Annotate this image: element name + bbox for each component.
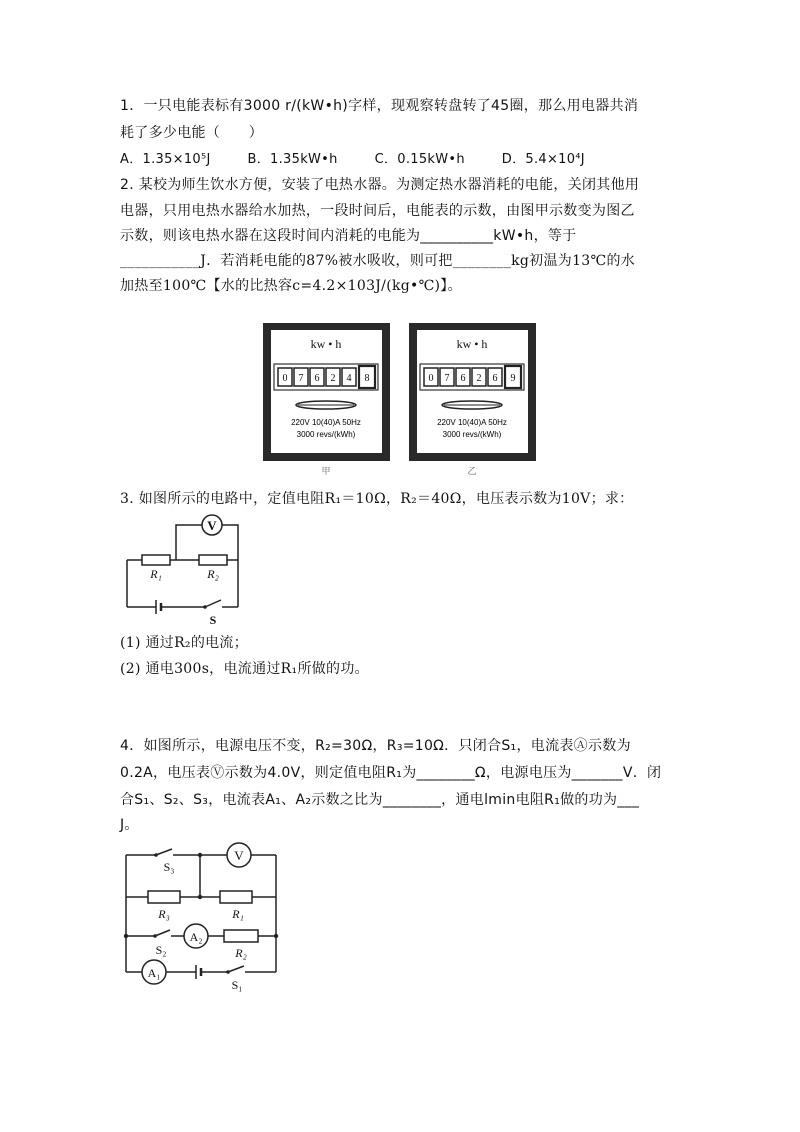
resistor-r1 <box>220 891 252 903</box>
meter-b-figure <box>408 322 538 482</box>
r1-label: R₁ <box>232 907 244 921</box>
svg-text:V: V <box>234 848 244 863</box>
switch-s-label: S <box>209 613 217 627</box>
meter-a-unit: kw • h <box>310 337 342 351</box>
meter-a-figure <box>262 322 392 482</box>
meter-b-unit: kw • h <box>456 337 488 351</box>
q1-option-d-letter: D． <box>501 152 526 167</box>
switch-s3-label: S₃ <box>163 860 175 874</box>
meter-b-rating: 220V 10(40)A 50Hz <box>437 418 507 427</box>
q1-option-c-letter: C． <box>374 152 398 167</box>
q1-option-a-letter: A． <box>120 152 143 167</box>
meter-a-digit: 2 <box>330 373 336 384</box>
r2-label: R₂ <box>235 946 247 960</box>
meter-b-digit: 6 <box>492 373 498 384</box>
switch-s3-icon <box>156 849 172 855</box>
r1-label: R₁ <box>150 567 162 581</box>
q4-circuit-diagram <box>120 842 285 992</box>
q1-option-b: 1.35kW•h <box>270 152 338 167</box>
resistor-r1 <box>142 555 170 565</box>
q1-option-b-letter: B． <box>247 152 271 167</box>
meter-b-digit: 2 <box>476 373 482 384</box>
q4-stem-line3: 合S₁、S₂、S₃，电流表A₁、A₂示数之比为________，通电lmin电阻R₁做的功为___ <box>120 792 640 808</box>
meter-a-digit: 6 <box>314 373 320 384</box>
switch-s2-label: S₂ <box>155 943 167 957</box>
meter-a-rating: 220V 10(40)A 50Hz <box>291 418 361 427</box>
meter-b-digit: 6 <box>460 373 466 384</box>
meter-b-digit: 9 <box>510 373 516 384</box>
switch-s1-label: S₁ <box>231 978 243 992</box>
meter-b-revs: 3000 revs/(kWh) <box>442 430 502 439</box>
q3-stem: 3. 如图所示的电路中，定值电阻R₁＝10Ω，R₂＝40Ω，电压表示数为10V；求： <box>120 491 634 507</box>
r3-label: R₃ <box>158 907 170 921</box>
svg-text:A₂: A₂ <box>189 930 203 944</box>
switch-s2-icon <box>155 930 170 936</box>
resistor-r2 <box>199 555 227 565</box>
q1-stem-line2: 耗了多少电能（ ） <box>120 125 263 141</box>
svg-text:A₁: A₁ <box>147 966 161 980</box>
q1-option-a: 1.35×10⁵J <box>142 152 211 167</box>
q2-stem-line2: 电器，只用电热水器给水加热，一段时间后，电能表的示数，由图甲示数变为图乙 <box>120 203 635 219</box>
meter-a-digit: 0 <box>282 373 288 384</box>
meter-a-revs: 3000 revs/(kWh) <box>296 430 356 439</box>
meter-b-caption: 乙 <box>467 467 477 477</box>
meter-b-digit: 0 <box>428 373 434 384</box>
meter-a-digit: 8 <box>364 373 370 384</box>
q1-stem-line1: 1．一只电能表标有3000 r/(kW•h)字样，现观察转盘转了45圈，那么用电器共消 <box>120 98 639 114</box>
meter-a-caption: 甲 <box>321 467 331 477</box>
q4-stem-line4: J。 <box>120 817 139 833</box>
q2-stem-line4: ___________J．若消耗电能的87%被水吸收，则可把________kg初温为13℃的水 <box>120 253 636 269</box>
q3-subquestion-2: (2) 通电300s，电流通过R₁所做的功。 <box>120 661 369 677</box>
q3-circuit-diagram <box>120 512 250 630</box>
q3-subquestion-1: (1) 通过R₂的电流； <box>120 635 249 651</box>
q4-stem-line2: 0.2A，电压表Ⓥ示数为4.0V，则定值电阻R₁为________Ω，电源电压为_______V．闭 <box>120 765 662 781</box>
q1-option-c: 0.15kW•h <box>397 152 465 167</box>
svg-text:V: V <box>207 518 217 533</box>
q2-stem-line1: 2. 某校为师生饮水方便，安装了电热水器。为测定热水器消耗的电能，关闭其他用 <box>120 177 640 193</box>
switch-s-icon <box>205 600 221 607</box>
switch-s1-icon <box>228 966 244 972</box>
resistor-r2 <box>224 930 258 942</box>
meter-a-digit: 4 <box>346 373 352 384</box>
r2-label: R₂ <box>207 567 219 581</box>
q1-option-d: 5.4×10⁴J <box>525 152 585 167</box>
q2-stem-line5: 加热至100℃【水的比热容c=4.2×103J/(kg•℃)】。 <box>120 278 462 294</box>
q1-options <box>120 150 585 170</box>
q4-stem-line1: 4．如图所示，电源电压不变，R₂=30Ω，R₃=10Ω．只闭合S₁，电流表Ⓐ示数为 <box>120 738 631 754</box>
resistor-r3 <box>148 891 180 903</box>
meter-a-digit: 7 <box>298 373 304 384</box>
q2-stem-line3: 示数，则该电热水器在这段时间内消耗的电能为__________kW•h，等于 <box>120 228 577 244</box>
meter-b-digit: 7 <box>444 373 450 384</box>
